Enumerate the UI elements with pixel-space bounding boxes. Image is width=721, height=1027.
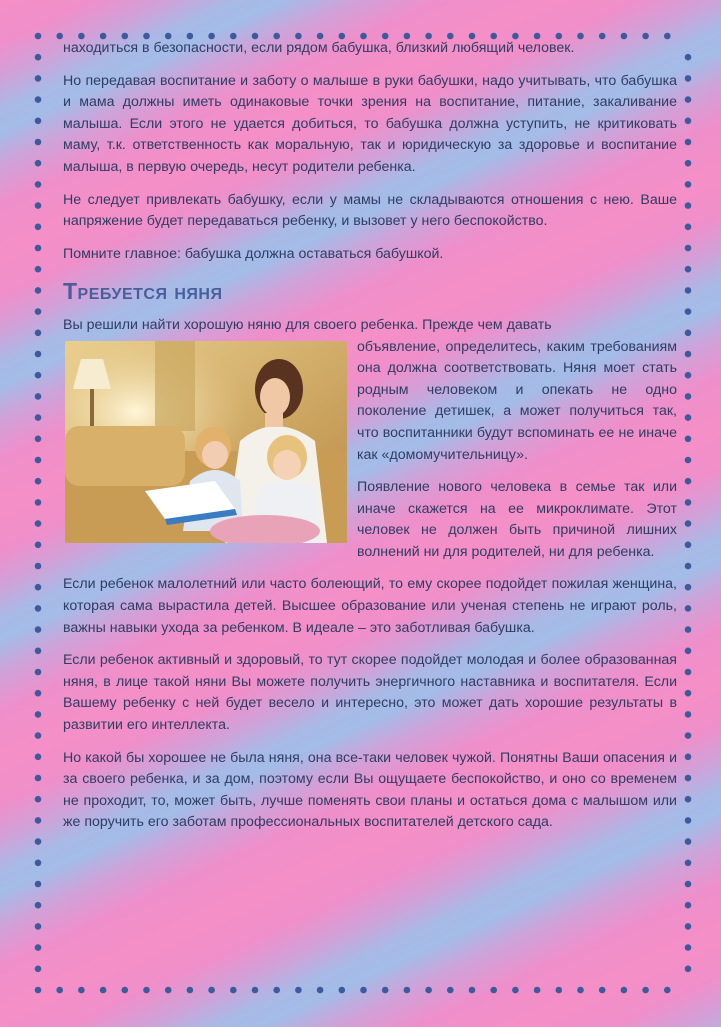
- border-dot: [35, 754, 42, 761]
- border-dot: [35, 542, 42, 549]
- border-dot: [685, 139, 692, 146]
- paragraph: находиться в безопасности, если рядом бабушка, близкий любящий человек.: [63, 40, 575, 56]
- paragraph: Если ребенок активный и здоровый, то тут скорее подойдет молодая и более образованная няня, в лице такой няни Вы можете получить энергичного наставника и воспитателя. Если Вашему ребенку с ней будет весело и интересно, это может дать хорошие результаты в развитии его интеллекта.: [63, 652, 677, 734]
- border-dot: [295, 987, 302, 994]
- border-dot: [35, 605, 42, 612]
- border-dot: [685, 499, 692, 506]
- border-dot: [35, 139, 42, 146]
- paragraph: Если ребенок малолетний или часто болеющий, то ему скорее подойдет пожилая женщина, которая сама вырастила детей. Высшее образование или ученая степень не играют роль, важны навыки ухода за ребенком. В идеале – это заботливая бабушка.: [63, 576, 677, 636]
- border-dot: [685, 542, 692, 549]
- border-dot: [685, 584, 692, 591]
- border-dot: [685, 181, 692, 188]
- border-dot: [35, 775, 42, 782]
- border-dot: [187, 987, 194, 994]
- border-dot: [35, 860, 42, 867]
- border-dot: [35, 923, 42, 930]
- border-dot: [404, 987, 411, 994]
- border-dot: [35, 33, 42, 40]
- border-dot: [35, 245, 42, 252]
- border-dot: [685, 881, 692, 888]
- border-dot: [490, 987, 497, 994]
- border-dot: [685, 690, 692, 697]
- border-dot: [35, 330, 42, 337]
- border-dot: [35, 817, 42, 824]
- border-dot: [317, 987, 324, 994]
- border-dot: [35, 75, 42, 82]
- border-dot: [534, 987, 541, 994]
- border-dot: [556, 987, 563, 994]
- border-dot: [35, 478, 42, 485]
- border-dot: [469, 987, 476, 994]
- border-dot: [685, 944, 692, 951]
- border-dot: [685, 287, 692, 294]
- paragraph: Не следует привлекать бабушку, если у мамы не складываются отношения с нею. Ваше напряжение будет передаваться ребенку, и вызовет у него беспокойство.: [63, 191, 677, 230]
- section-title: Требуется няня: [63, 278, 223, 305]
- border-dot: [35, 393, 42, 400]
- border-dot: [339, 987, 346, 994]
- border-dot: [35, 711, 42, 718]
- border-dot: [685, 118, 692, 125]
- border-dot: [664, 987, 671, 994]
- border-dot: [35, 690, 42, 697]
- border-dot: [685, 966, 692, 973]
- border-dot: [208, 987, 215, 994]
- wrap-paragraph: объявление, определитесь, каким требованиям она должна соответствовать. Няня моет стать родным человеком и опекать не одно поколение детишек, а может получиться так, что воспитанники будут вспоминать ее не иначе как «домомучительницу».: [357, 338, 677, 463]
- border-dot: [35, 499, 42, 506]
- border-dot: [35, 181, 42, 188]
- paragraph: Но какой бы хорошее не была няня, она все-таки человек чужой. Понятны Ваши опасения и за своего ребенка, и за дом, поэтому если Вы ощущаете беспокойство, и оно со временем не проходит, то, может быть, лучше поменять свои планы и остаться дома с малышом или же поручить его заботам профессиональных воспитателей детского сада.: [63, 749, 677, 831]
- border-dot: [685, 372, 692, 379]
- border-dot: [360, 987, 367, 994]
- border-dot: [685, 563, 692, 570]
- border-dot: [685, 838, 692, 845]
- border-dot: [230, 987, 237, 994]
- border-dot: [35, 414, 42, 421]
- border-dot: [35, 584, 42, 591]
- border-dot: [35, 96, 42, 103]
- border-dot: [35, 224, 42, 231]
- border-dot: [35, 966, 42, 973]
- page-content: [63, 38, 677, 845]
- border-dot: [56, 33, 63, 40]
- border-dot: [685, 393, 692, 400]
- border-dot: [685, 817, 692, 824]
- border-dot: [685, 669, 692, 676]
- border-dot: [35, 308, 42, 315]
- border-dot: [685, 626, 692, 633]
- border-dot: [577, 987, 584, 994]
- border-dot: [685, 711, 692, 718]
- border-dot: [685, 96, 692, 103]
- border-dot: [35, 838, 42, 845]
- border-dot: [78, 987, 85, 994]
- border-dot: [685, 75, 692, 82]
- border-dot: [685, 796, 692, 803]
- border-dot: [685, 478, 692, 485]
- border-dot: [35, 796, 42, 803]
- border-dot: [35, 54, 42, 61]
- border-dot: [35, 457, 42, 464]
- border-dot: [35, 202, 42, 209]
- border-dot: [35, 648, 42, 655]
- border-dot: [35, 987, 42, 994]
- border-dot: [685, 457, 692, 464]
- border-dot: [685, 54, 692, 61]
- border-dot: [35, 881, 42, 888]
- photo-woman-reading-to-children: [65, 341, 347, 543]
- border-dot: [685, 860, 692, 867]
- border-dot: [685, 520, 692, 527]
- border-dot: [685, 902, 692, 909]
- border-dot: [35, 944, 42, 951]
- border-dot: [382, 987, 389, 994]
- border-dot: [685, 245, 692, 252]
- border-dot: [100, 987, 107, 994]
- border-dot: [35, 520, 42, 527]
- border-dot: [35, 563, 42, 570]
- border-dot: [122, 987, 129, 994]
- border-dot: [685, 732, 692, 739]
- border-dot: [685, 775, 692, 782]
- border-dot: [35, 626, 42, 633]
- border-dot: [685, 224, 692, 231]
- border-dot: [685, 648, 692, 655]
- border-dot: [35, 160, 42, 167]
- intro-line: Вы решили найти хорошую няню для своего ребенка. Прежде чем давать: [63, 316, 552, 333]
- border-dot: [447, 987, 454, 994]
- border-dot: [642, 987, 649, 994]
- border-dot: [685, 351, 692, 358]
- border-dot: [425, 987, 432, 994]
- border-dot: [685, 414, 692, 421]
- border-dot: [35, 902, 42, 909]
- border-dot: [685, 330, 692, 337]
- border-dot: [35, 669, 42, 676]
- paragraph: Помните главное: бабушка должна оставаться бабушкой.: [63, 245, 444, 262]
- border-dot: [685, 266, 692, 273]
- border-dot: [621, 987, 628, 994]
- border-dot: [35, 732, 42, 739]
- border-dot: [165, 987, 172, 994]
- border-dot: [35, 436, 42, 443]
- border-dot: [35, 287, 42, 294]
- paragraph: Но передавая воспитание и заботу о малыше в руки бабушки, надо учитывать, что бабушка и мама должны иметь одинаковые точки зрения на воспитание, питание, закаливание малыша. Если этого не удается добиться, то бабушка должна уступить, не критиковать маму, т.к. ответственность как моральную, так и юридическую за здоровье и воспитание малыша, в первую очередь, несут родители ребенка.: [63, 72, 677, 175]
- border-dot: [685, 160, 692, 167]
- border-dot: [685, 436, 692, 443]
- border-dot: [56, 987, 63, 994]
- border-dot: [685, 308, 692, 315]
- border-dot: [685, 605, 692, 612]
- border-dot: [685, 202, 692, 209]
- border-dot: [685, 754, 692, 761]
- border-dot: [685, 923, 692, 930]
- border-dot: [35, 372, 42, 379]
- border-dot: [35, 266, 42, 273]
- border-dot: [599, 987, 606, 994]
- border-dot: [35, 118, 42, 125]
- border-dot: [252, 987, 259, 994]
- border-dot: [35, 351, 42, 358]
- border-dot: [512, 987, 519, 994]
- wrap-paragraph: Появление нового человека в семье так или иначе скажется на ее микроклимате. Этот человек не должен быть причиной лишних волнений ни для родителей, ни для ребенка.: [357, 479, 677, 560]
- border-dot: [143, 987, 150, 994]
- border-dot: [273, 987, 280, 994]
